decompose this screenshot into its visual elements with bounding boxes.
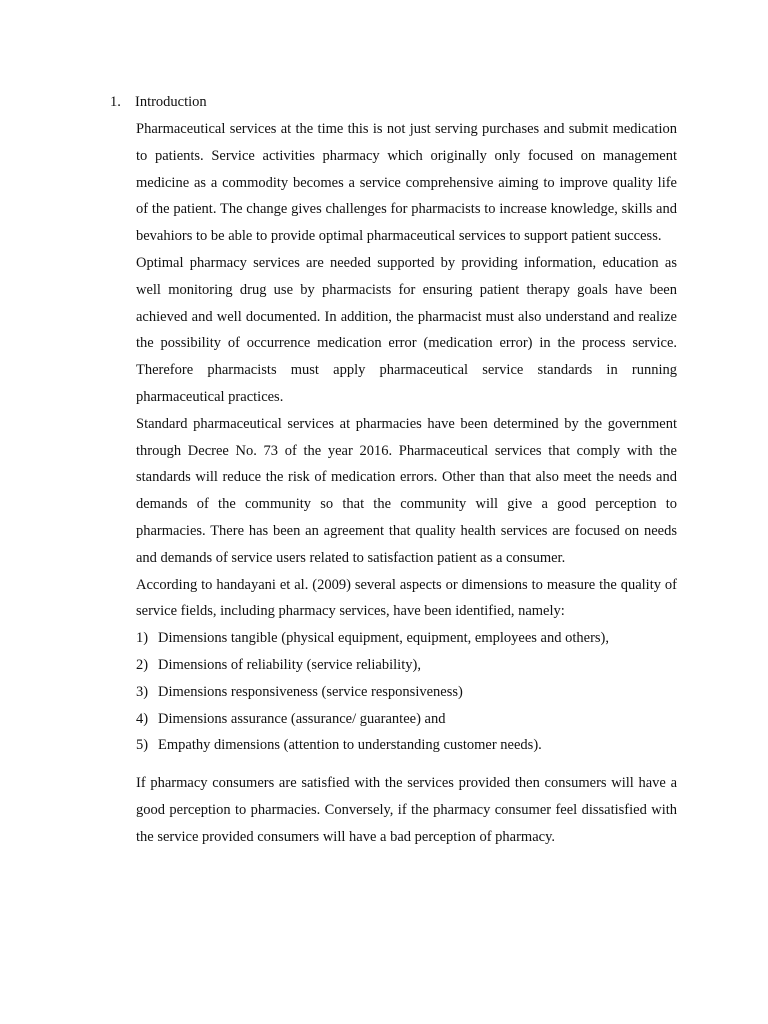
list-item <box>136 652 677 679</box>
section-heading <box>110 92 207 112</box>
section-body <box>136 116 677 851</box>
dimensions-list <box>136 625 677 759</box>
paragraph-optimal-services: Optimal pharmacy services are needed supported by providing information, education as well monitoring drug use by pharmacists for ensuring patient therapy goals have been achieved and well documented. In addition, the pharmacist must also understand and realize the possibility of occurrence medication error (medication error) in the process service. Therefore pharmacists must apply pharmaceutical service standards in running pharmaceutical practices. <box>136 254 677 405</box>
list-item-text: Dimensions responsiveness (service responsiveness) <box>158 683 463 700</box>
list-item-number: 2) <box>136 656 149 673</box>
list-item-number: 4) <box>136 710 149 727</box>
list-item-number: 1) <box>136 630 149 647</box>
list-item <box>136 625 677 652</box>
list-item-text: Dimensions tangible (physical equipment, equipment, employees and others), <box>158 630 610 647</box>
paragraph-consumer-perception: If pharmacy consumers are satisfied with the services provided then consumers will have a good perception to pharmacies. Conversely, if the pharmacy consumer feel dissatisfied with the service provided consumers will have a bad perception of pharmacy. <box>136 775 677 845</box>
paragraph-pharmaceutical-services: Pharmaceutical services at the time this is not just serving purchases and submit medication to patients. Service activities pharmacy which originally only focused on management medicine as a commodity becomes a service comprehensive aiming to improve quality life of the patient. The change gives challenges for pharmacists to increase knowledge, skills and bevahiors to be able to provide optimal pharmaceutical services to support patient success. <box>136 121 677 245</box>
list-item-text: Dimensions of reliability (service reliability), <box>158 656 421 673</box>
list-item <box>136 679 677 706</box>
list-item-text: Dimensions assurance (assurance/ guarantee) and <box>158 710 446 727</box>
list-item-text: Empathy dimensions (attention to understanding customer needs). <box>158 737 542 754</box>
paragraph-quality-dimensions-intro: According to handayani et al. (2009) several aspects or dimensions to measure the quality of service fields, including pharmacy services, have been identified, namely: <box>136 576 677 620</box>
section-number: 1. <box>110 94 121 110</box>
paragraph-service-standards: Standard pharmaceutical services at pharmacies have been determined by the government through Decree No. 73 of the year 2016. Pharmaceutical services that comply with the standards will reduce the risk of medication errors. Other than that also meet the needs and demands of the community so that the community will give a good perception to pharmacies. There has been an agreement that quality health services are focused on needs and demands of service users related to satisfaction patient as a consumer. <box>136 415 677 566</box>
section-title: Introduction <box>135 94 207 110</box>
list-item <box>136 706 677 733</box>
list-item-number: 3) <box>136 683 149 700</box>
list-item <box>136 732 677 759</box>
list-item-number: 5) <box>136 737 149 754</box>
